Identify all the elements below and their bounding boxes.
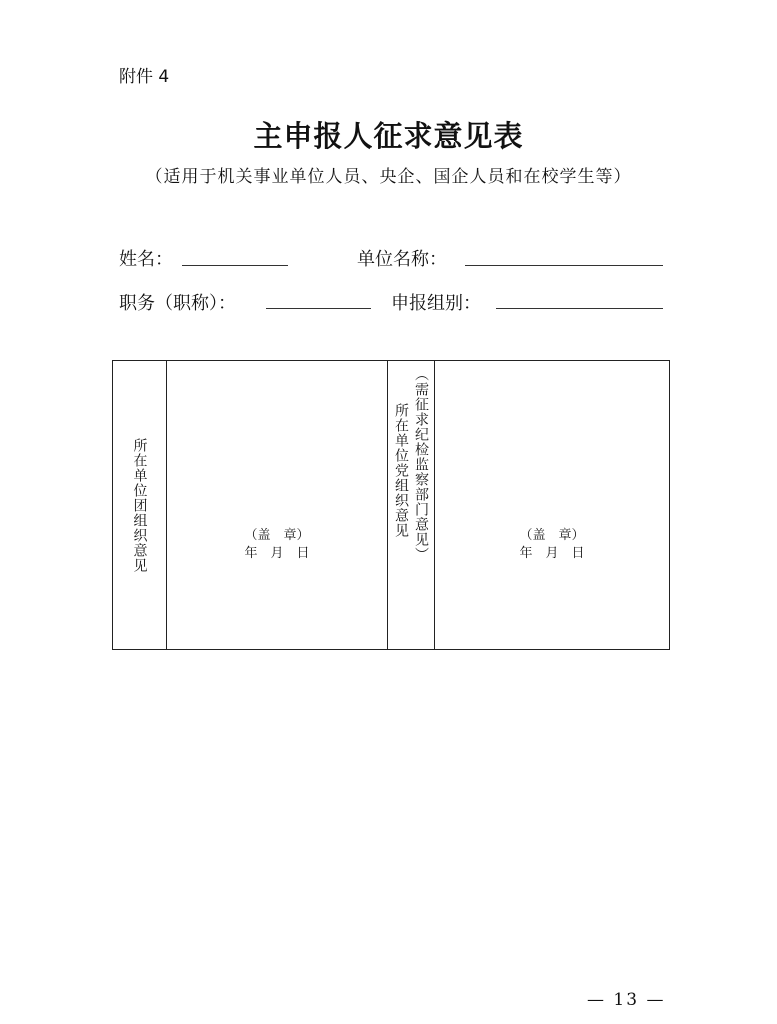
stamp-label: （盖 章） xyxy=(244,528,310,543)
party-opinion-cell[interactable] xyxy=(435,361,670,650)
discipline-note-label: （需征求纪检监察部门意见） xyxy=(413,367,429,562)
attachment-label: 附件 4 xyxy=(119,67,170,87)
position-label: 职务（职称）： xyxy=(119,293,236,314)
name-label: 姓名： xyxy=(119,249,173,270)
form-title: 主申报人征求意见表 xyxy=(253,119,524,153)
stamp-label: （盖 章） xyxy=(519,528,585,543)
party-opinion-header xyxy=(388,361,435,650)
org-name-label: 单位名称： xyxy=(357,249,447,270)
position-blank-line[interactable] xyxy=(266,308,371,309)
youth-league-opinion-cell[interactable] xyxy=(167,361,388,650)
group-label: 申报组别： xyxy=(391,293,481,314)
org-name-blank-line[interactable] xyxy=(465,265,663,266)
form-subtitle: （适用于机关事业单位人员、央企、国企人员和在校学生等） xyxy=(145,167,632,187)
name-blank-line[interactable] xyxy=(182,265,288,266)
date-label: 年 月 日 xyxy=(244,546,310,561)
youth-league-opinion-label: 所在单位团组织意见 xyxy=(131,437,148,573)
opinion-table xyxy=(112,360,670,650)
page-number: — 13 — xyxy=(587,990,666,1010)
group-blank-line[interactable] xyxy=(496,308,663,309)
party-opinion-label: 所在单位党组织意见 xyxy=(393,403,409,538)
date-label: 年 月 日 xyxy=(519,546,585,561)
youth-league-opinion-header xyxy=(113,361,167,650)
